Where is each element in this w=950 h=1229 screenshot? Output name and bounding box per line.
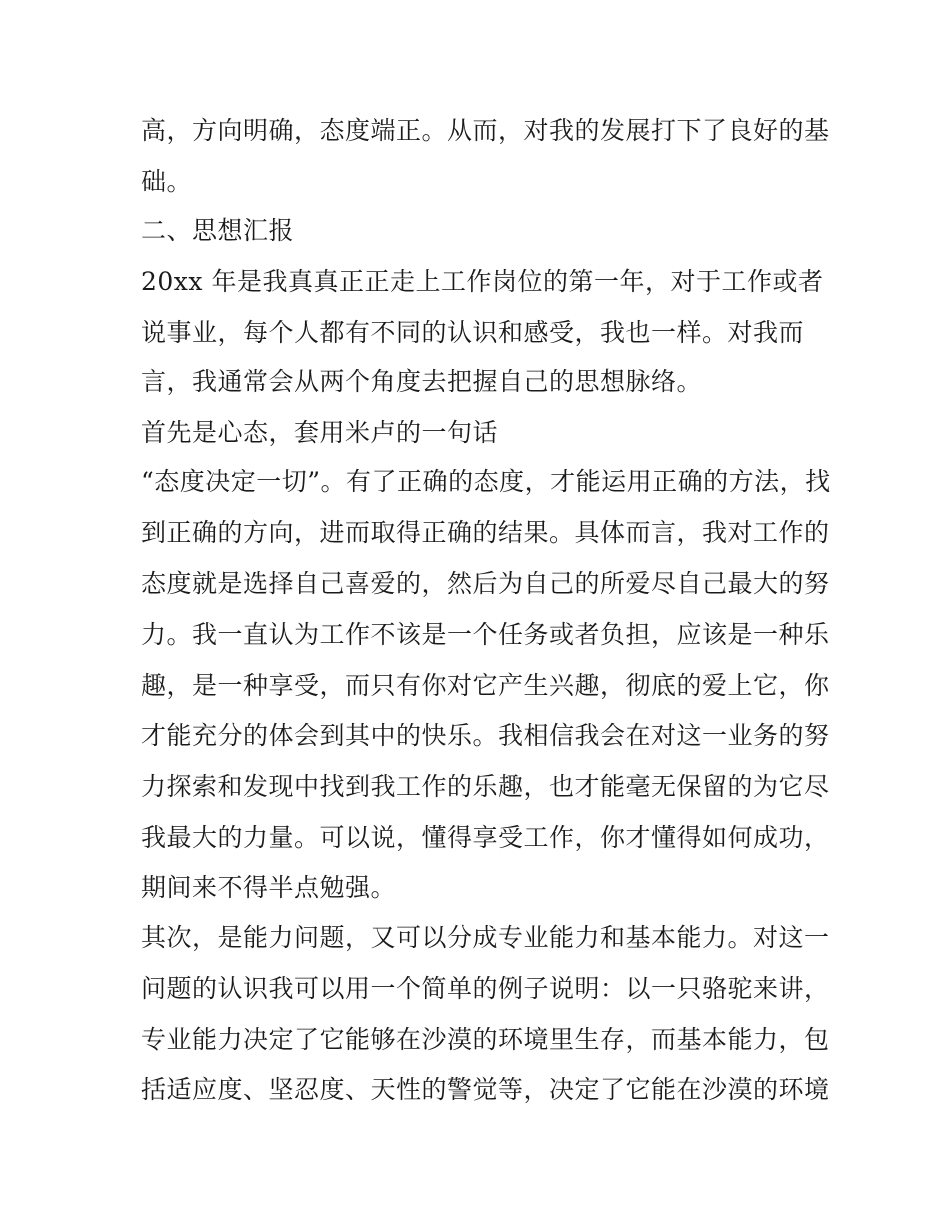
text-line: 问题的认识我可以用一个简单的例子说明：以一只骆驼来讲， [141, 974, 830, 1003]
text-line: 力探索和发现中找到我工作的乐趣，也才能毫无保留的为它尽 [141, 772, 830, 801]
text-line: 期间来不得半点勉强。 [141, 873, 397, 902]
text-line: 言，我通常会从两个角度去把握自己的思想脉络。 [141, 367, 703, 396]
text-line: 高，方向明确，态度端正。从而，对我的发展打下了良好的基 [141, 116, 830, 145]
text-line: 20xx 年是我真真正正走上工作岗位的第一年，对于工作或者 [141, 267, 824, 296]
text-line: 态度就是选择自己喜爱的，然后为自己的所爱尽自己最大的努 [141, 569, 830, 598]
text-line: 说事业，每个人都有不同的认识和感受，我也一样。对我而 [141, 318, 805, 347]
text-line: 到正确的方向，进而取得正确的结果。具体而言，我对工作的 [141, 518, 830, 547]
text-line: 专业能力决定了它能够在沙漠的环境里生存，而基本能力，包 [141, 1025, 830, 1054]
text-line: 才能充分的体会到其中的快乐。我相信我会在对这一业务的努 [141, 721, 830, 750]
text-line: 括适应度、坚忍度、天性的警觉等，决定了它能在沙漠的环境 [141, 1075, 830, 1104]
text-line: “态度决定一切”。有了正确的态度，才能运用正确的方法，找 [141, 467, 831, 496]
text-line: 首先是心态，套用米卢的一句话 [141, 418, 499, 447]
text-line: 力。我一直认为工作不该是一个任务或者负担，应该是一种乐 [141, 620, 830, 649]
text-line: 础。 [141, 167, 193, 196]
section-heading: 二、思想汇报 [141, 216, 295, 245]
text-line: 其次，是能力问题，又可以分成专业能力和基本能力。对这一 [141, 923, 830, 952]
text-line: 趣，是一种享受，而只有你对它产生兴趣，彻底的爱上它，你 [141, 671, 830, 700]
text-line: 我最大的力量。可以说，懂得享受工作，你才懂得如何成功， [141, 823, 830, 852]
